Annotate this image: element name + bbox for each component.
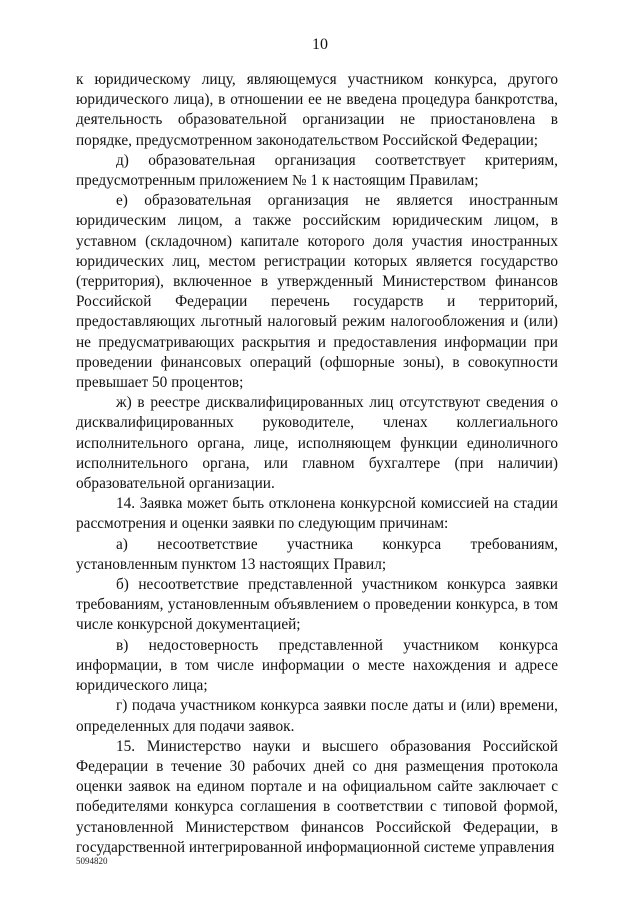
paragraph-item-g: г) подача участником конкурса заявки после даты и (или) времени, определенных для подачи заявок. xyxy=(76,697,558,735)
paragraph-continuation: к юридическому лицу, являющемуся участником конкурса, другого юридического лица), в отношении ее не введена процедура банкротства, деятельность образовательной организации не приостановлена в порядке, предусмотренном законодательством Российской Федерации; xyxy=(76,71,558,149)
paragraph-item-a: а) несоответствие участника конкурса требованиям, установленным пунктом 13 настоящих Правил; xyxy=(76,535,558,573)
paragraph-clause-14: 14. Заявка может быть отклонена конкурсной комиссией на стадии рассмотрения и оценки заявки по следующим причинам: xyxy=(76,495,558,533)
page-number: 10 xyxy=(312,36,328,53)
paragraph-item-zh: ж) в реестре дисквалифицированных лиц отсутствуют сведения о дисквалифицированных руководителе, членах коллегиального исполнительного органа, лице, исполняющем функции единоличного исполнительного органа, или главном бухгалтере (при наличии) образовательной организации. xyxy=(76,394,558,493)
document-body xyxy=(76,70,558,858)
paragraph-item-v: в) недостоверность представленной участником конкурса информации, в том числе информации о месте нахождения и адресе юридического лица; xyxy=(76,636,558,695)
paragraph-item-d: д) образовательная организация соответствует критериям, предусмотренным приложением № 1 к настоящим Правилам; xyxy=(76,151,558,190)
document-code: 5094820 xyxy=(76,856,108,866)
paragraph-clause-15: 15. Министерство науки и высшего образования Российской Федерации в течение 30 рабочих дней со дня размещения протокола оценки заявок на едином портале и на официальном сайте заключает с победителями конкурса соглашения в соответствии с типовой формой, установленной Министерством финансов Российской Федерации, в государственной интегрированной информационной системе управления xyxy=(76,737,558,856)
paragraph-item-e: е) образовательная организация не является иностранным юридическим лицом, а также российским юридическим лицом, в уставном (складочном) капитале которого доля участия иностранных юридических лиц, местом регистрации которых является государство (территория), включенное в утвержденный Министерством финансов Российской Федерации перечень государств и территорий, предоставляющих льготный налоговый режим налогообложения и (или) не предусматривающих раскрытия и предоставления информации при проведении финансовых операций (офшорные зоны), в совокупности превышает 50 процентов; xyxy=(76,192,558,392)
paragraph-item-b: б) несоответствие представленной участником конкурса заявки требованиям, установленным объявлением о проведении конкурса, в том числе конкурсной документацией; xyxy=(76,576,558,634)
